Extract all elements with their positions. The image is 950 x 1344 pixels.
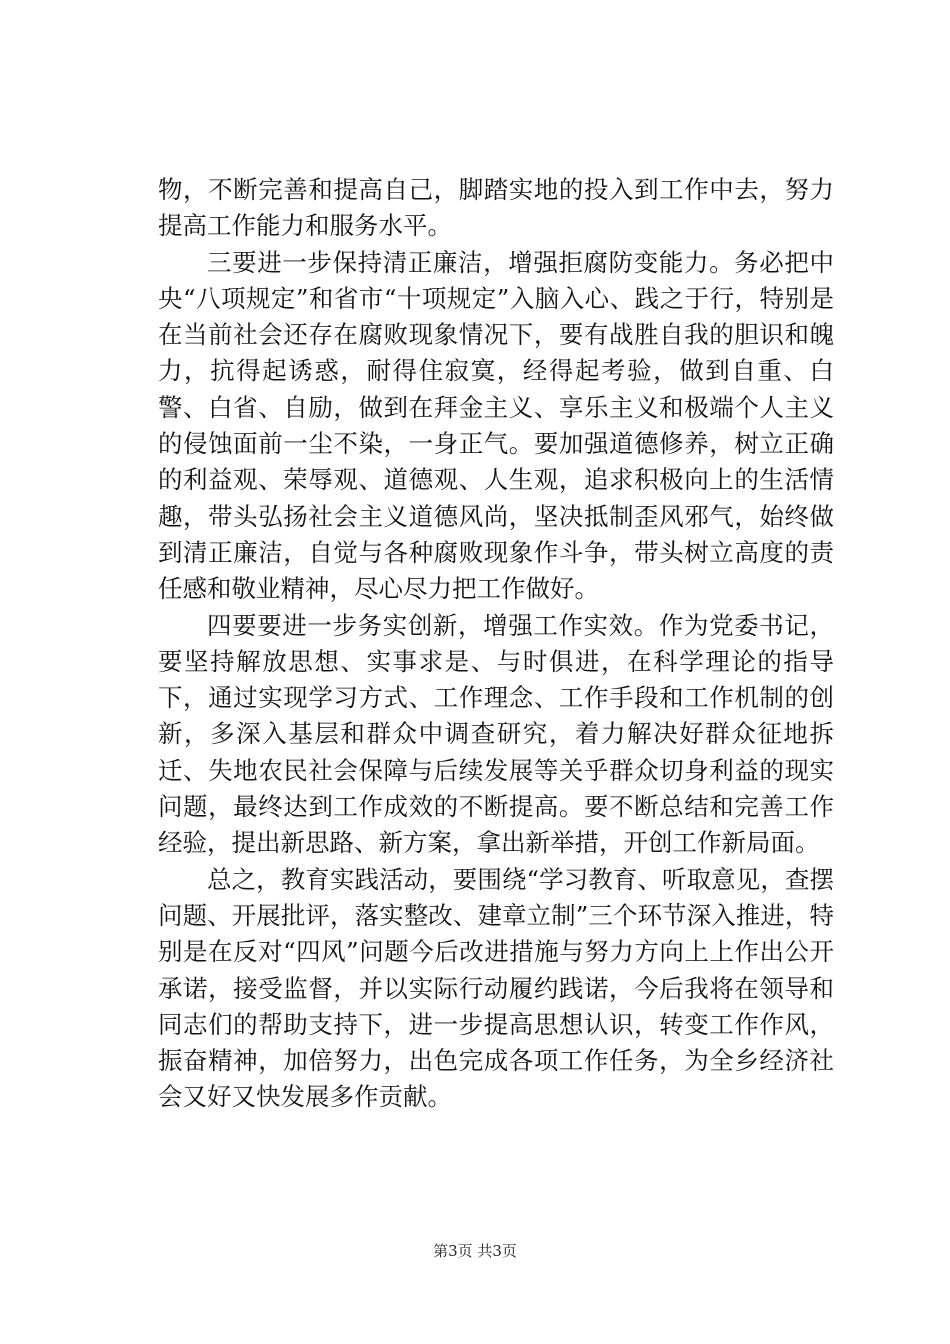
document-body [158, 172, 834, 1116]
page-number-footer: 第3页 共3页 [433, 1242, 517, 1260]
paragraph-continuation: 物，不断完善和提高自己，脚踏实地的投入到工作中去，努力提高工作能力和服务水平。 [158, 175, 834, 241]
paragraph-integrity: 三要进一步保持清正廉洁，增强拒腐防变能力。务必把中央“八项规定”和省市“十项规定”入脑入心、践之于行，特别是在当前社会还存在腐败现象情况下，要有战胜自我的胆识和魄力，抗得起诱惑，耐得住寂寞，经得起考验，做到自重、白警、白省、自励，做到在拜金主义、享乐主义和极端个人主义的侵蚀面前一尘不染，一身正气。要加强道德修养，树立正确的利益观、荣辱观、道德观、人生观，追求积极向上的生活情趣，带头弘扬社会主义道德风尚，坚决抵制歪风邪气，始终做到清正廉洁，自觉与各种腐败现象作斗争，带头树立高度的责任感和敬业精神，尽心尽力把工作做好。 [158, 247, 834, 604]
paragraph-innovation: 四要要进一步务实创新，增强工作实效。作为党委书记，要坚持解放思想、实事求是、与时俱进，在科学理论的指导下，通过实现学习方式、工作理念、工作手段和工作机制的创新，多深入基层和群众中调查研究，着力解决好群众征地拆迁、失地农民社会保障与后续发展等关乎群众切身利益的现实问题，最终达到工作成效的不断提高。要不断总结和完善工作经验，提出新思路、新方案，拿出新举措，开创工作新局面。 [158, 610, 834, 858]
paragraph-conclusion: 总之，教育实践活动，要围绕“学习教育、听取意见，查摆问题、开展批评，落实整改、建章立制”三个环节深入推进，特别是在反对“四风”问题今后改进措施与努力方向上上作出公开承诺，接受监督，并以实际行动履约践诺，今后我将在领导和同志们的帮助支持下，进一步提高思想认识，转变工作作风，振奋精神，加倍努力，出色完成各项工作任务，为全乡经济社会又好又快发展多作贡献。 [158, 864, 834, 1112]
